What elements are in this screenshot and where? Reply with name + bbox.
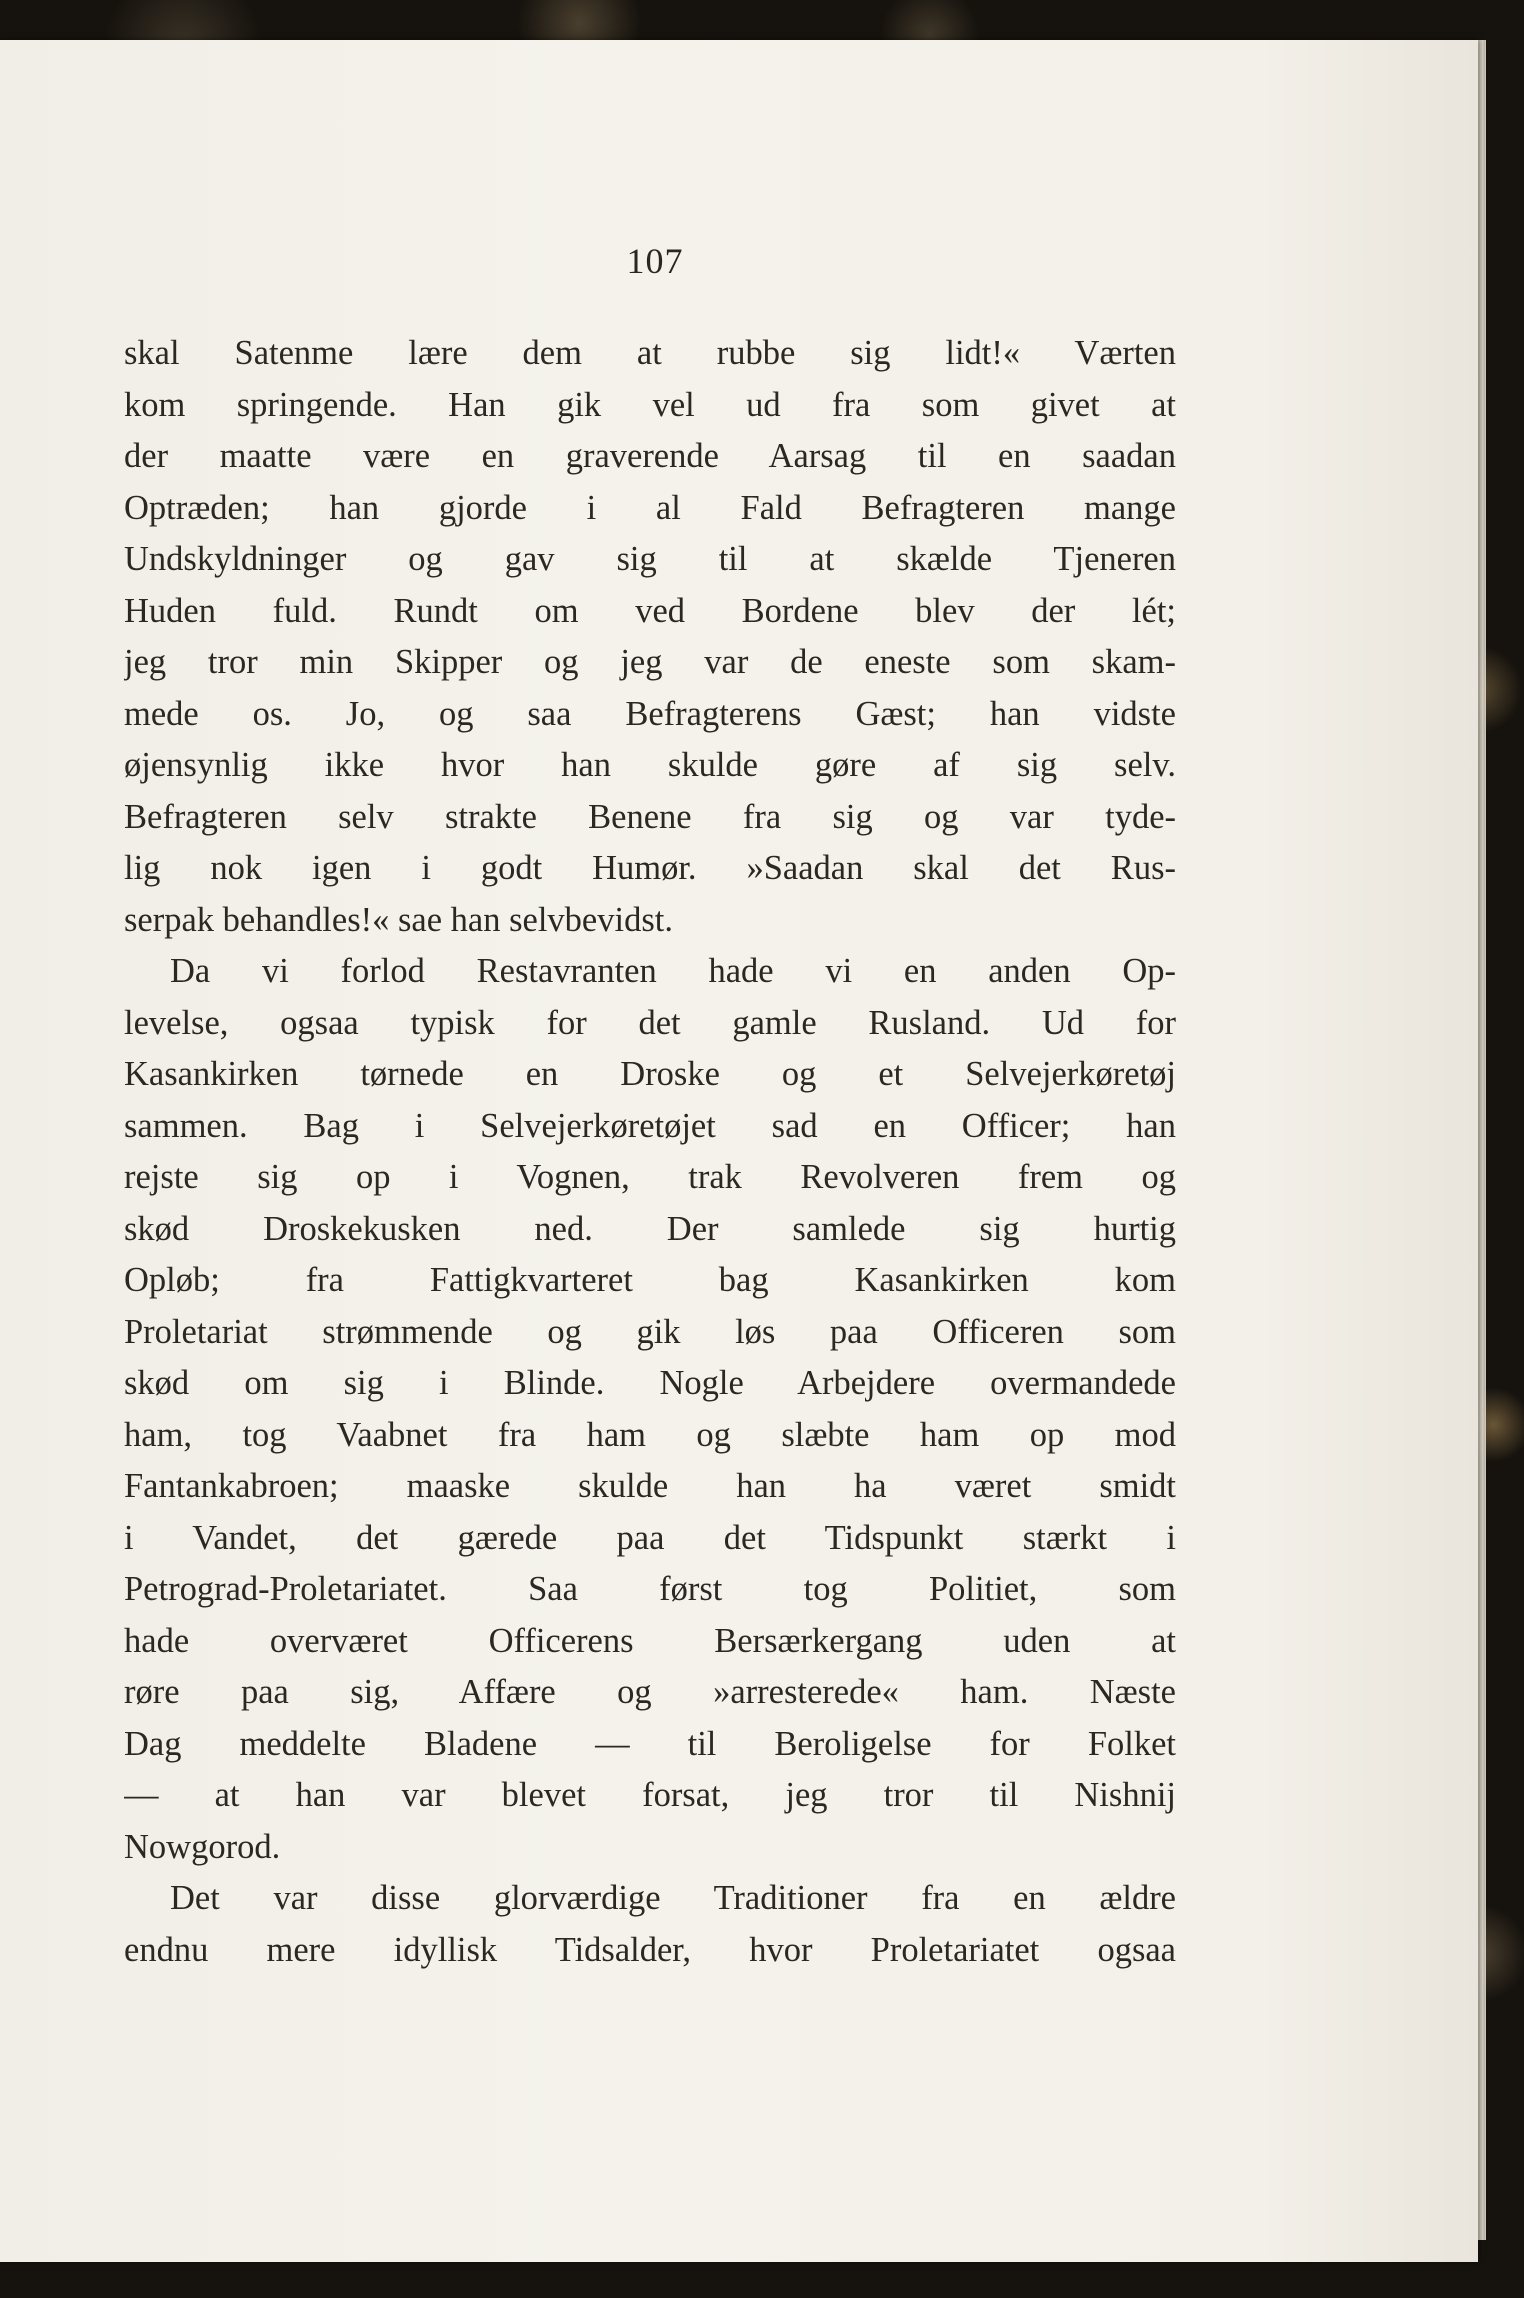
text-line: Opløb; fra Fattigkvarteret bag Kasankirken kom bbox=[124, 1261, 1176, 1299]
text-line: Nowgorod. bbox=[124, 1827, 281, 1866]
text-line: øjensynlig ikke hvor han skulde gøre af sig selv. bbox=[124, 746, 1176, 784]
text-line: serpak behandles!« sae han selvbevidst. bbox=[124, 900, 673, 939]
text-line: sammen. Bag i Selvejerkøretøjet sad en Officer; han bbox=[124, 1106, 1176, 1145]
text-line: der maatte være en graverende Aarsag til en saadan bbox=[124, 437, 1176, 475]
text-line: jeg tror min Skipper og jeg var de eneste som skam- bbox=[124, 643, 1176, 681]
page-number: 107 bbox=[626, 241, 684, 281]
text-line: Proletariat strømmende og gik løs paa Officeren som bbox=[124, 1312, 1176, 1351]
text-line: Petrograd-Proletariatet. Saa først tog Politiet, som bbox=[124, 1570, 1176, 1608]
text-line: Undskyldninger og gav sig til at skælde Tjeneren bbox=[124, 540, 1176, 578]
text-line: endnu mere idyllisk Tidsalder, hvor Proletariatet ogsaa bbox=[124, 1930, 1176, 1969]
text-line: skød om sig i Blinde. Nogle Arbejdere overmandede bbox=[124, 1364, 1176, 1402]
text-line: skød Droskekusken ned. Der samlede sig hurtig bbox=[124, 1209, 1176, 1248]
book-page bbox=[0, 40, 1478, 2262]
text-line: Da vi forlod Restavranten hade vi en anden Op- bbox=[170, 952, 1176, 990]
text-line: i Vandet, det gærede paa det Tidspunkt stærkt i bbox=[124, 1518, 1176, 1557]
text-line: kom springende. Han gik vel ud fra som givet at bbox=[124, 385, 1176, 424]
text-line: røre paa sig, Affære og »arresterede« ham. Næste bbox=[124, 1673, 1176, 1711]
text-line: Kasankirken tørnede en Droske og et Selvejerkøretøj bbox=[124, 1055, 1176, 1093]
text-line: Dag meddelte Bladene — til Beroligelse for Folket bbox=[124, 1724, 1176, 1763]
text-line: Befragteren selv strakte Benene fra sig og var tyde- bbox=[124, 797, 1176, 836]
text-line: rejste sig op i Vognen, trak Revolveren frem og bbox=[124, 1158, 1176, 1196]
text-line: Optræden; han gjorde i al Fald Befragteren mange bbox=[124, 488, 1176, 527]
text-line: ham, tog Vaabnet fra ham og slæbte ham op mod bbox=[124, 1415, 1176, 1454]
text-line: Fantankabroen; maaske skulde han ha været smidt bbox=[124, 1467, 1176, 1505]
text-line: skal Satenme lære dem at rubbe sig lidt!« Værten bbox=[124, 334, 1176, 372]
text-line: levelse, ogsaa typisk for det gamle Rusland. Ud for bbox=[124, 1003, 1176, 1042]
text-line: — at han var blevet forsat, jeg tror til Nishnij bbox=[124, 1776, 1176, 1814]
text-line: hade overværet Officerens Bersærkergang uden at bbox=[124, 1621, 1176, 1660]
text-line: mede os. Jo, og saa Befragterens Gæst; han vidste bbox=[124, 694, 1176, 733]
body-text bbox=[124, 328, 1176, 1976]
text-line: lig nok igen i godt Humør. »Saadan skal det Rus- bbox=[124, 849, 1176, 887]
text-line: Det var disse glorværdige Traditioner fra en ældre bbox=[170, 1879, 1176, 1917]
text-line: Huden fuld. Rundt om ved Bordene blev der lét; bbox=[124, 591, 1176, 630]
